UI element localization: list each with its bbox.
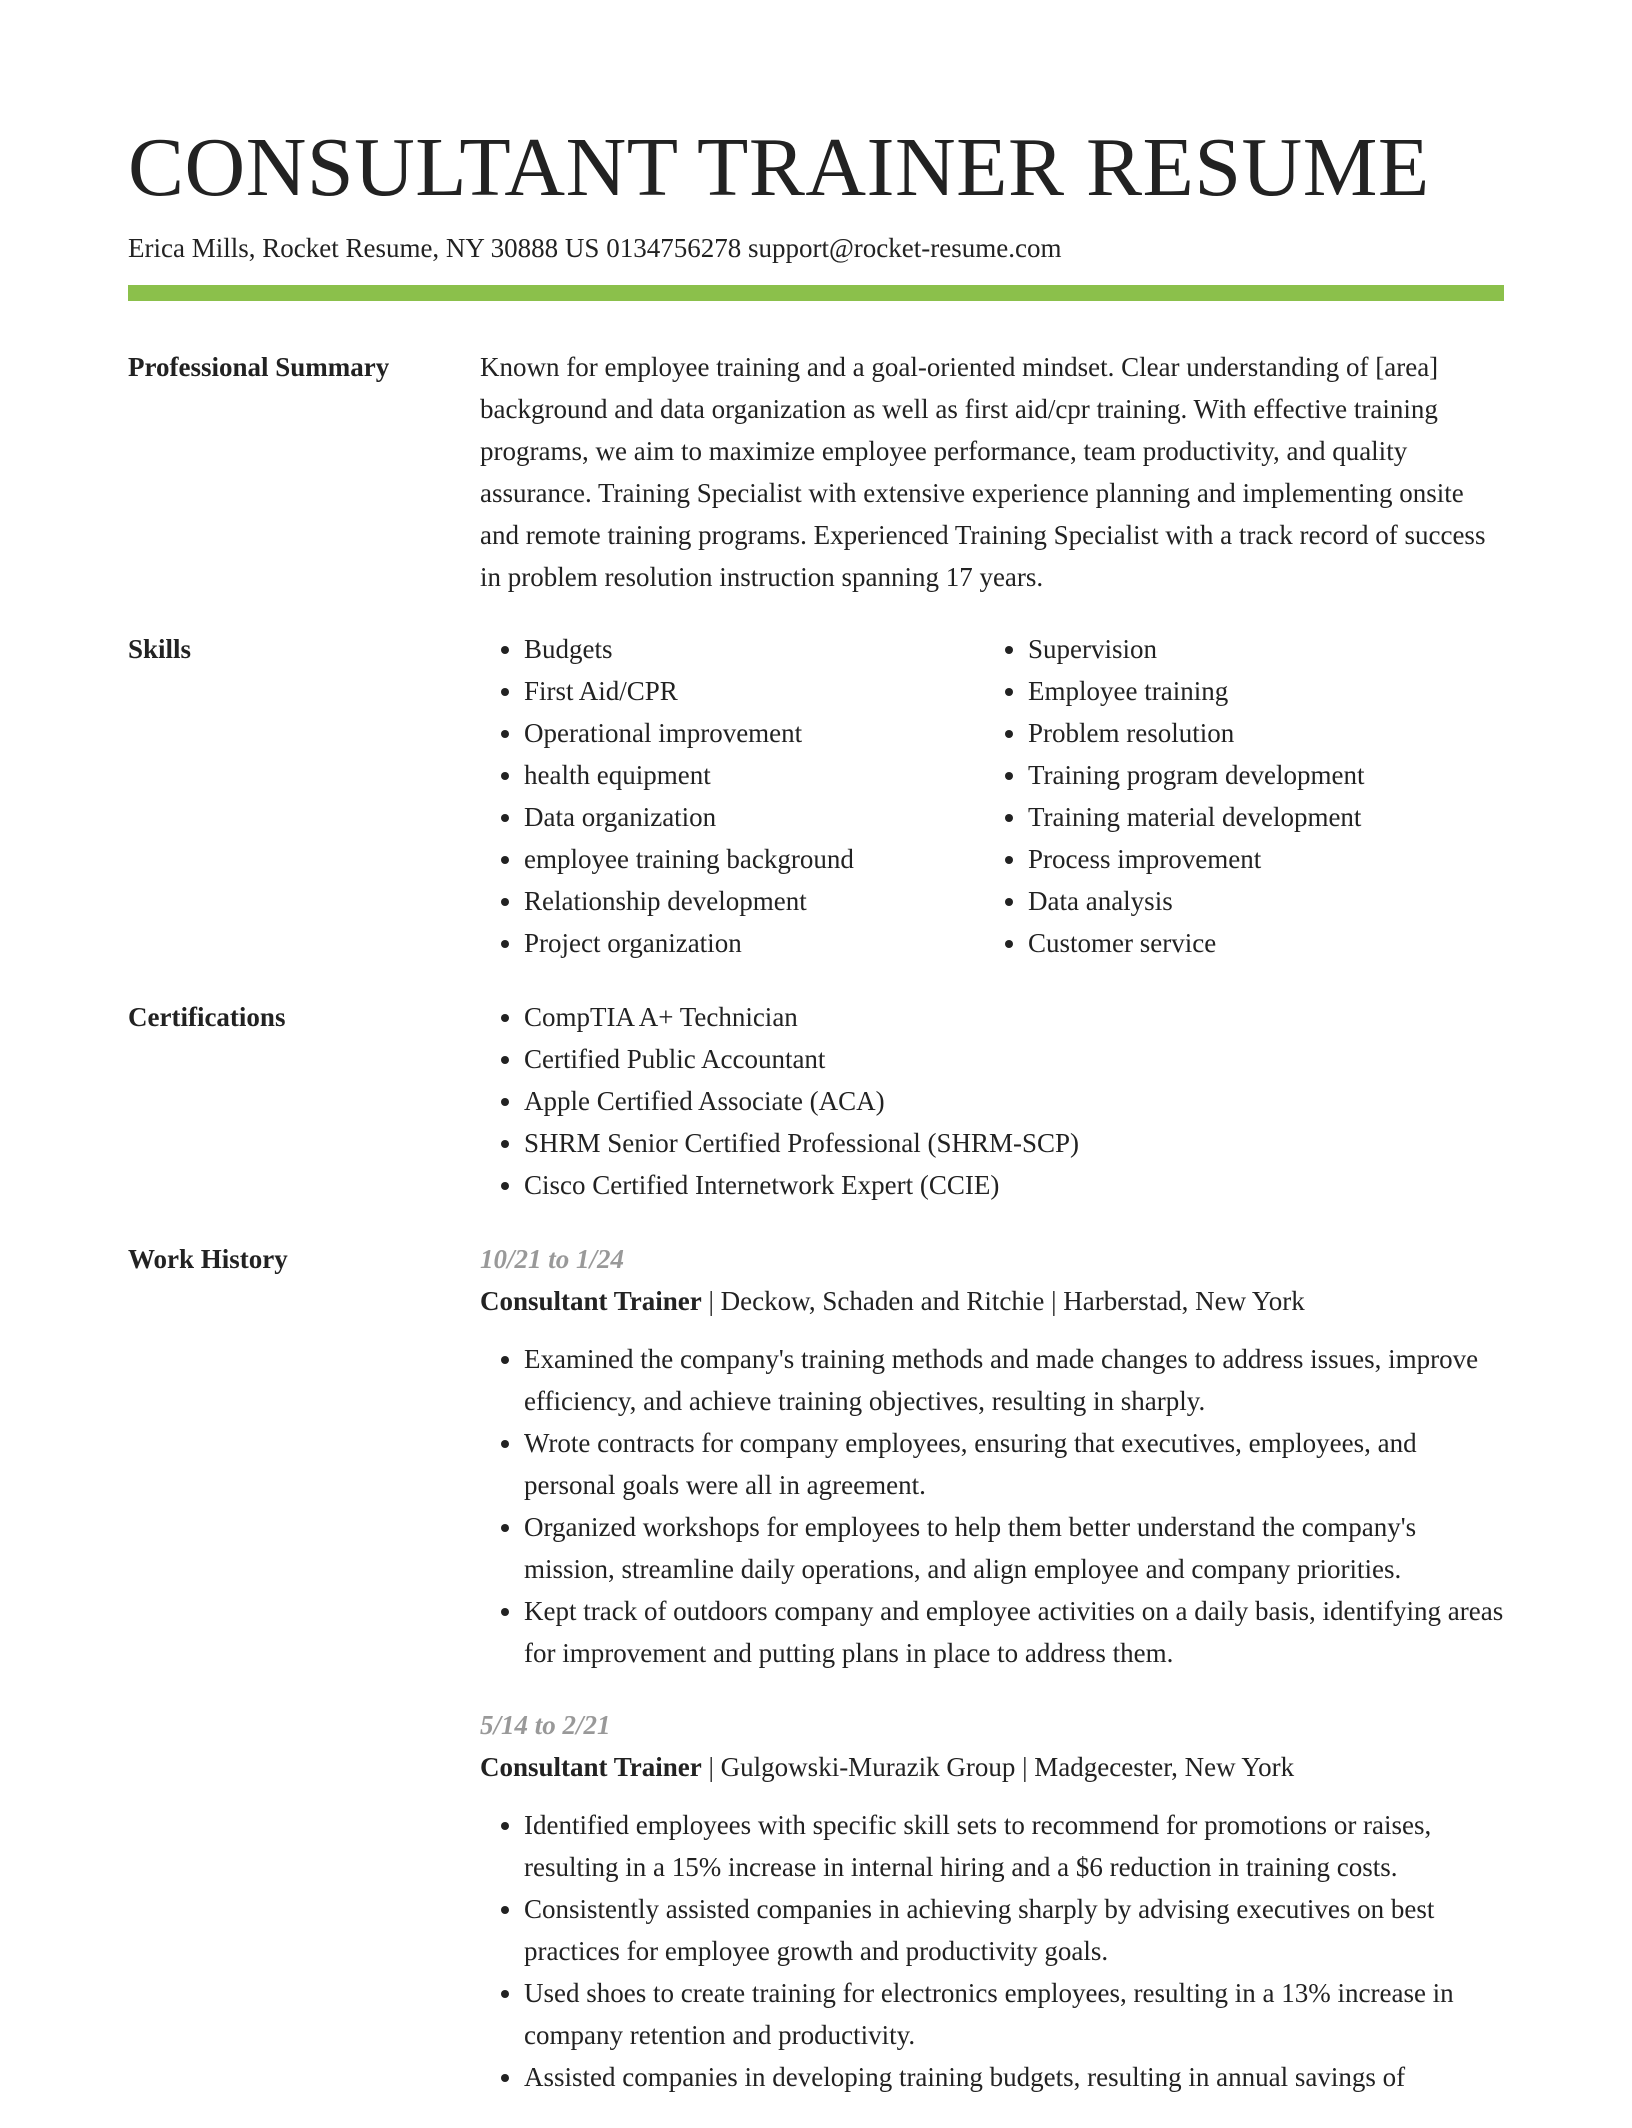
skill-item: • Data organization [524, 796, 980, 838]
skills-label: Skills [128, 634, 192, 664]
skill-item: • First Aid/CPR [524, 670, 980, 712]
job-bullet: • Organized workshops for employees to help them better understand the company's mission, streamline daily operations, and align employee and company priorities. [524, 1506, 1504, 1590]
skill-item: • Budgets [524, 628, 980, 670]
job-dates: 10/21 to 1/24 [480, 1244, 625, 1274]
skill-item: • employee training background [524, 838, 980, 880]
job-bullet: • Examined the company's training methods and made changes to address issues, improve efficiency, and achieve training objectives, resulting in sharply. [524, 1338, 1504, 1422]
job-bullet: • Assisted companies in developing training budgets, resulting in annual savings of [524, 2056, 1504, 2098]
skill-item: • Employee training [1028, 670, 1484, 712]
certification-item: • CompTIA A+ Technician [524, 996, 1504, 1038]
job-bullet: • Used shoes to create training for electronics employees, resulting in a 13% increase in company retention and productivity. [524, 1972, 1504, 2056]
skill-item: • Data analysis [1028, 880, 1484, 922]
skill-item: • Training material development [1028, 796, 1484, 838]
job-entry [480, 1238, 1504, 1674]
skill-item: • health equipment [524, 754, 980, 796]
skill-item: • Relationship development [524, 880, 980, 922]
skill-item: • Project organization [524, 922, 980, 964]
certifications-label: Certifications [128, 1002, 286, 1032]
skills-column-left [480, 628, 980, 964]
skill-item: • Training program development [1028, 754, 1484, 796]
job-bullet: • Kept track of outdoors company and employee activities on a daily basis, identifying areas for improvement and putting plans in place to address them. [524, 1590, 1504, 1674]
certifications-body [480, 996, 1504, 1206]
skill-item: • Operational improvement [524, 712, 980, 754]
certification-item: • Certified Public Accountant [524, 1038, 1504, 1080]
job-role: Consultant Trainer [480, 1752, 702, 1782]
certification-item: • SHRM Senior Certified Professional (SHRM-SCP) [524, 1122, 1504, 1164]
resume-title: CONSULTANT TRAINER RESUME [128, 121, 1430, 214]
job-bullet: • Identified employees with specific skill sets to recommend for promotions or raises, resulting in a 15% increase in internal hiring and a $6 reduction in training costs. [524, 1804, 1504, 1888]
skill-item: • Problem resolution [1028, 712, 1484, 754]
job-heading [480, 1746, 1504, 1788]
certification-item: • Apple Certified Associate (ACA) [524, 1080, 1504, 1122]
job-heading [480, 1280, 1504, 1322]
contact-line: Erica Mills, Rocket Resume, NY 30888 US 0134756278 support@rocket-resume.com [128, 233, 1062, 263]
header-accent-rule [128, 285, 1504, 301]
job-role: Consultant Trainer [480, 1286, 702, 1316]
job-company-location: | Gulgowski-Murazik Group | Madgecester, New York [701, 1752, 1295, 1782]
certification-item: • Cisco Certified Internetwork Expert (CCIE) [524, 1164, 1504, 1206]
work-history-body [480, 1238, 1504, 2128]
job-bullet: • Wrote contracts for company employees, ensuring that executives, employees, and personal goals were all in agreement. [524, 1422, 1504, 1506]
skill-item: • Supervision [1028, 628, 1484, 670]
job-dates: 5/14 to 2/21 [480, 1710, 611, 1740]
work-history-label: Work History [128, 1244, 288, 1274]
summary-body [480, 346, 1504, 598]
job-company-location: | Deckow, Schaden and Ritchie | Harberstad, New York [701, 1286, 1305, 1316]
skill-item: • Customer service [1028, 922, 1484, 964]
summary-text: Known for employee training and a goal-oriented mindset. Clear understanding of [area] background and data organization as well as first aid/cpr training. With effective training programs, we aim to maximize employee performance, team productivity, and quality assurance. Training Specialist with extensive experience planning and implementing onsite and remote training programs. Experienced Training Specialist with a track record of success in problem resolution instruction spanning 17 years. [480, 352, 1486, 592]
job-bullet: • Consistently assisted companies in achieving sharply by advising executives on best practices for employee growth and productivity goals. [524, 1888, 1504, 1972]
summary-label: Professional Summary [128, 352, 390, 382]
skills-column-right [984, 628, 1484, 964]
skill-item: • Process improvement [1028, 838, 1484, 880]
job-entry [480, 1704, 1504, 2098]
